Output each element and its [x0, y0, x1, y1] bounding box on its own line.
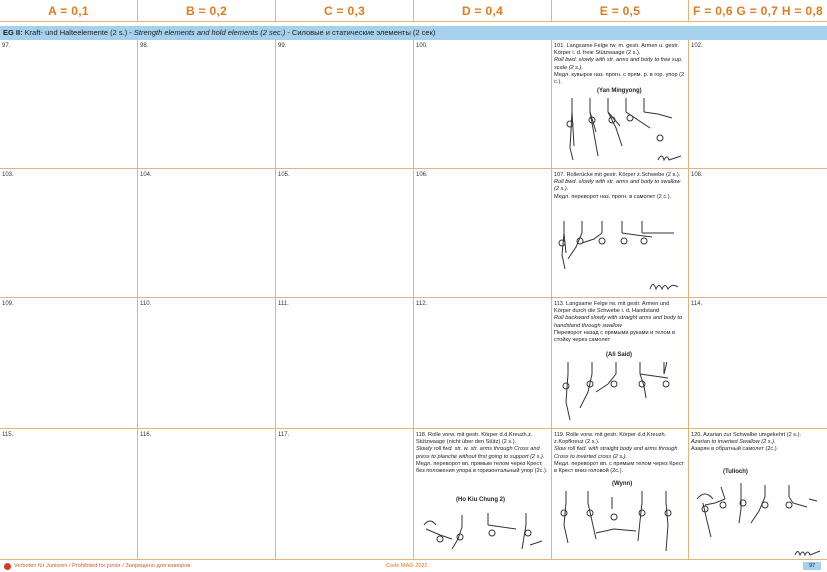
element-number: 119.: [554, 432, 565, 438]
element-cell: [0, 429, 138, 559]
band-prefix: EG II:: [3, 28, 23, 37]
gymnast-attribution: (Tulloch): [723, 469, 748, 475]
element-number: 113.: [554, 301, 565, 307]
element-number: 106.: [416, 172, 428, 178]
element-cell: [0, 169, 138, 297]
desc-de: Rollerücke mit gestr. Körper z.Schwebe (2 s.).: [566, 172, 681, 178]
element-number: 111.: [278, 301, 289, 307]
gymnast-attribution: (Wynn): [612, 481, 633, 487]
value-header: [0, 0, 827, 22]
element-number: 116.: [140, 432, 152, 438]
col-e-header: E = 0,5: [552, 0, 689, 22]
desc-ru: Медл. переворот вп. с прямым телом через Крест в Крест вниз головой (2с.).: [554, 460, 685, 475]
grid-row-1: [0, 40, 827, 169]
page-footer: [0, 561, 827, 572]
skill-sequence-illustration: [556, 491, 686, 557]
page-number: 97: [803, 562, 821, 570]
element-number: 109.: [2, 301, 14, 307]
gymnast-attribution: (Ali Said): [606, 352, 633, 358]
junior-prohibited-note: Verboten für Junioren / Prohibited for junior / Запрещено для юниоров: [14, 563, 191, 569]
gymnast-attribution: (Yan Mingyong): [597, 88, 642, 94]
elements-grid: [0, 40, 827, 560]
desc-en: Slow roll fwd. with straight body and arms through Cross to inverted cross (2 s.).: [554, 446, 678, 460]
element-description: [554, 301, 686, 344]
code-label: Code MAG 2022: [386, 563, 428, 569]
grid-row-3: [0, 298, 827, 429]
element-cell: [138, 429, 276, 559]
element-cell: [689, 298, 827, 428]
col-b-header: B = 0,2: [138, 0, 276, 22]
element-cell: [138, 298, 276, 428]
element-number: 118.: [416, 432, 427, 438]
desc-ru: Медл. переворот вп. прямым телом через Крест, без положения упора в горизонтальный упор (2с.).: [416, 460, 548, 475]
grid-row-2: [0, 169, 827, 298]
prohibited-icon: [4, 563, 11, 570]
element-number: 120.: [691, 432, 702, 438]
element-number: 97.: [2, 43, 11, 49]
element-number: 100.: [416, 43, 428, 49]
element-cell: [0, 40, 138, 168]
desc-en: Roll bwd. slowly with str. arms and body to swallow (2 s.).: [554, 179, 681, 193]
element-cell: [414, 40, 552, 168]
element-description: [691, 432, 825, 454]
grid-row-4: [0, 429, 827, 560]
desc-en: Roll backward slowly with straight arms and body to handstand through swallow: [554, 315, 683, 329]
desc-en: Azarian to inverted Swallow (2 s.).: [691, 439, 776, 446]
element-number: 115.: [2, 432, 14, 438]
desc-en: Roll bwd. slowly with str. arms and body to free sup. scale (2 s.).: [554, 57, 683, 71]
element-cell: [276, 298, 414, 428]
element-number: 105.: [278, 172, 290, 178]
desc-de: Azarian zur Schwalbe umgekehrt (2 s.).: [703, 432, 802, 438]
element-cell: [414, 298, 552, 428]
desc-ru: Переворот назад с прямыми руками и телом в стойку через самолет: [554, 329, 676, 344]
desc-de: Langsame Felge rw. m. gestr. Armen u. gestr. Körper i. d. freie Stützwaage (2 s.).: [554, 43, 680, 57]
element-description: [554, 172, 686, 201]
element-number: 103.: [2, 172, 14, 178]
element-number: 117.: [278, 432, 290, 438]
col-fgh-header: F = 0,6 G = 0,7 H = 0,8: [689, 0, 827, 22]
element-number: 98.: [140, 43, 149, 49]
band-ru: - Силовые и статические элементы (2 сек): [285, 28, 436, 37]
element-group-band: [0, 26, 827, 40]
element-description: [416, 432, 549, 475]
element-number: 101.: [554, 43, 565, 49]
element-number: 108.: [691, 172, 703, 178]
element-number: 107.: [554, 172, 565, 178]
element-cell: [689, 169, 827, 297]
element-cell-120: [689, 429, 827, 559]
signature-mark: [656, 150, 684, 164]
signature-mark: [648, 277, 684, 293]
element-number: 99.: [278, 43, 287, 49]
element-number: 114.: [691, 301, 703, 307]
element-cell-113: [552, 298, 689, 428]
skill-sequence-illustration: [418, 509, 548, 557]
element-cell: [276, 40, 414, 168]
element-number: 102.: [691, 43, 703, 49]
element-cell: [138, 169, 276, 297]
desc-de: Rolle vorw. mit gestr. Körper d.d.Kreuzh.z. Stützwaage (nicht über den Stütz) (2 s.).: [416, 432, 533, 446]
element-cell: [276, 169, 414, 297]
skill-sequence-illustration: [556, 221, 680, 273]
col-a-header: A = 0,1: [0, 0, 138, 22]
element-cell-118: [414, 429, 552, 559]
col-c-header: C = 0,3: [276, 0, 414, 22]
signature-mark: [793, 545, 823, 557]
desc-de: Rolle vorw. mit gestr. Körper d.d.Kreuzh. z.Kopfkreuz (2 s.).: [554, 432, 667, 446]
element-description: [554, 43, 686, 86]
col-d-header: D = 0,4: [414, 0, 552, 22]
element-number: 110.: [140, 301, 152, 307]
desc-de: Langsame Felge rw. mit gestr. Armen und Körper durch die Schwebe i. d. Handstand: [554, 301, 670, 315]
desc-ru: Азарян в обратный самолет (2с.).: [691, 446, 779, 453]
gymnast-attribution: (Ho Kiu Chung 2): [456, 497, 505, 503]
element-cell: [689, 40, 827, 168]
desc-ru: Медл. переворот наз. прогн. в самолет (2 с.).: [554, 193, 672, 200]
element-cell: [138, 40, 276, 168]
element-cell-101: [552, 40, 689, 168]
band-en: Strength elements and hold elements (2 sec.): [131, 28, 286, 37]
element-cell-107: [552, 169, 689, 297]
band-de: Kraft- und Halteelemente (2 s.) -: [22, 28, 132, 37]
skill-sequence-illustration: [693, 479, 823, 553]
desc-ru: Медл. кувырок наз. прогн. с прям. р. в гор. упор (2 с.).: [554, 71, 685, 86]
desc-en: Slowly roll fwd. str. w. str. arms through Cross and press to planche without first going to support (2 s.).: [416, 446, 545, 460]
element-cell: [276, 429, 414, 559]
element-cell: [414, 169, 552, 297]
element-number: 104.: [140, 172, 152, 178]
element-description: [554, 432, 686, 475]
element-cell: [0, 298, 138, 428]
element-number: 112.: [416, 301, 428, 307]
element-cell-119: [552, 429, 689, 559]
skill-sequence-illustration: [558, 362, 682, 426]
